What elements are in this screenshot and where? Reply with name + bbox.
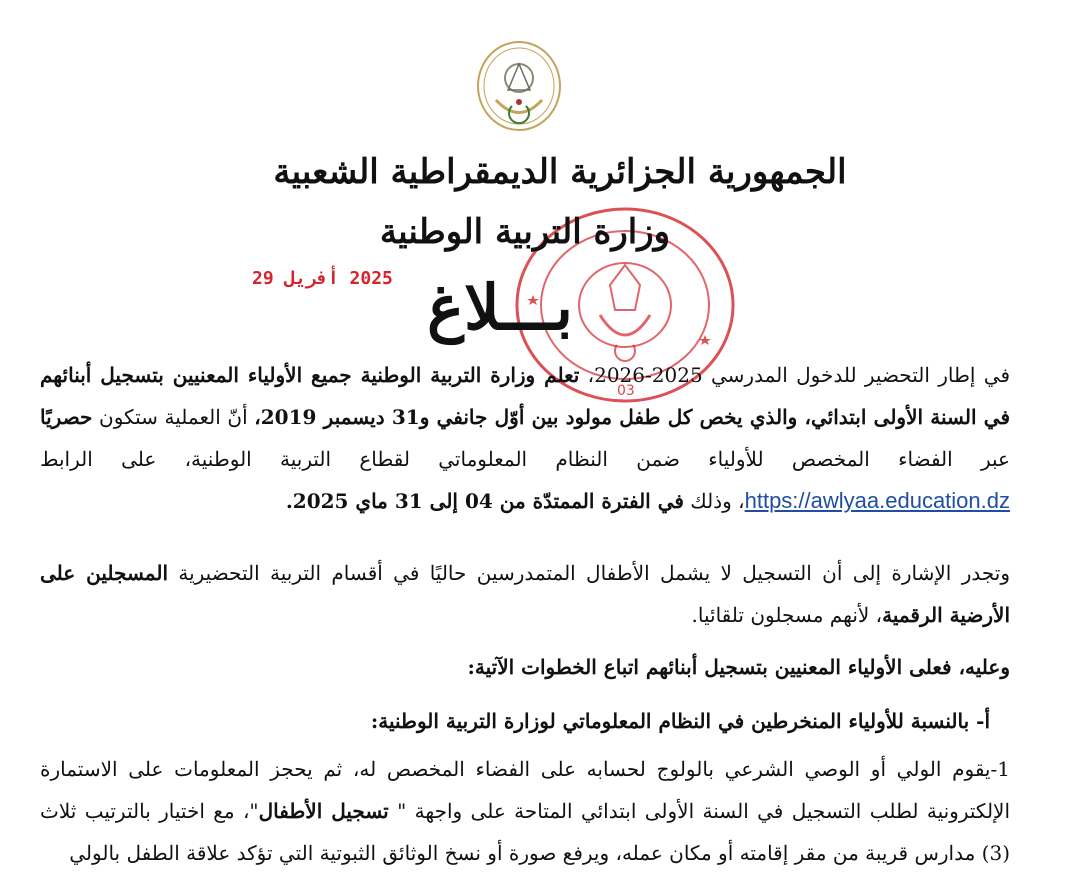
paragraph-intro <box>40 354 1010 522</box>
intro-text-3: أنّ العملية ستكون <box>92 405 255 429</box>
paragraph-steps-intro: وعليه، فعلى الأولياء المعنيين بتسجيل أبنائهم اتباع الخطوات الآتية: <box>467 655 1010 679</box>
step1-text-3: "، مع اختيار بالترتيب ثلاث (3) مدارس قريبة من مقر إقامته أو مكان عمله، ويرفع صورة أو نسخ الوثائق الثبوتية التي تؤكد علاقة الطفل بالولي <box>40 799 1010 865</box>
note-text-1: وتجدر الإشارة إلى أن التسجيل لا يشمل الأطفال المتمدرسين حاليًا في أقسام التربية التحضيرية <box>168 561 1010 585</box>
step1-text-2: تسجيل الأطفال <box>258 799 389 823</box>
republic-title: الجمهورية الجزائرية الديمقراطية الشعبية <box>273 152 847 192</box>
section-heading-a: أ- بالنسبة للأولياء المنخرطين في النظام المعلوماتي لوزارة التربية الوطنية: <box>370 709 990 733</box>
intro-text-6: ، وذلك <box>683 489 745 513</box>
registration-link[interactable]: https://awlyaa.education.dz <box>744 488 1010 513</box>
intro-text-4: حصريًا <box>40 405 93 429</box>
note-text-3: ، لأنهم مسجلون تلقائيا. <box>691 603 883 627</box>
stamp-number: 03 <box>617 383 635 399</box>
ministry-title: وزارة التربية الوطنية <box>379 212 671 252</box>
step1-text-1: 1-يقوم الولي أو الوصي الشرعي بالولوج لحسابه على الفضاء المخصص له، ثم يحجز المعلومات على الاستمارة الإلكترونية لطلب التسجيل في السنة الأولى ابتدائي المتاحة على واجهة " <box>40 757 1011 823</box>
date-stamp: 2025 أفريل 29 <box>252 268 393 289</box>
intro-text-1: في إطار التحضير للدخول المدرسي 2025-2026، <box>579 363 1011 387</box>
notice-title: بـــلاغ <box>427 271 573 344</box>
paragraph-note <box>40 552 1010 636</box>
national-emblem-icon <box>476 40 562 132</box>
step-1 <box>40 748 1010 874</box>
note-text-2: المسجلين على الأرضية الرقمية <box>40 561 1010 627</box>
intro-text-2: تعلم وزارة التربية الوطنية جميع الأولياء المعنيين بتسجيل أبنائهم في السنة الأولى ابتدائي، والذي يخص كل طفل مولود بين أوّل جانفي و31 ديسمبر 2019، <box>40 363 1010 429</box>
intro-text-5: عبر الفضاء المخصص للأولياء ضمن النظام المعلوماتي لقطاع التربية الوطنية، على الرابط <box>40 447 1010 471</box>
intro-text-7: في الفترة الممتدّة من 04 إلى 31 ماي 2025. <box>285 489 684 513</box>
